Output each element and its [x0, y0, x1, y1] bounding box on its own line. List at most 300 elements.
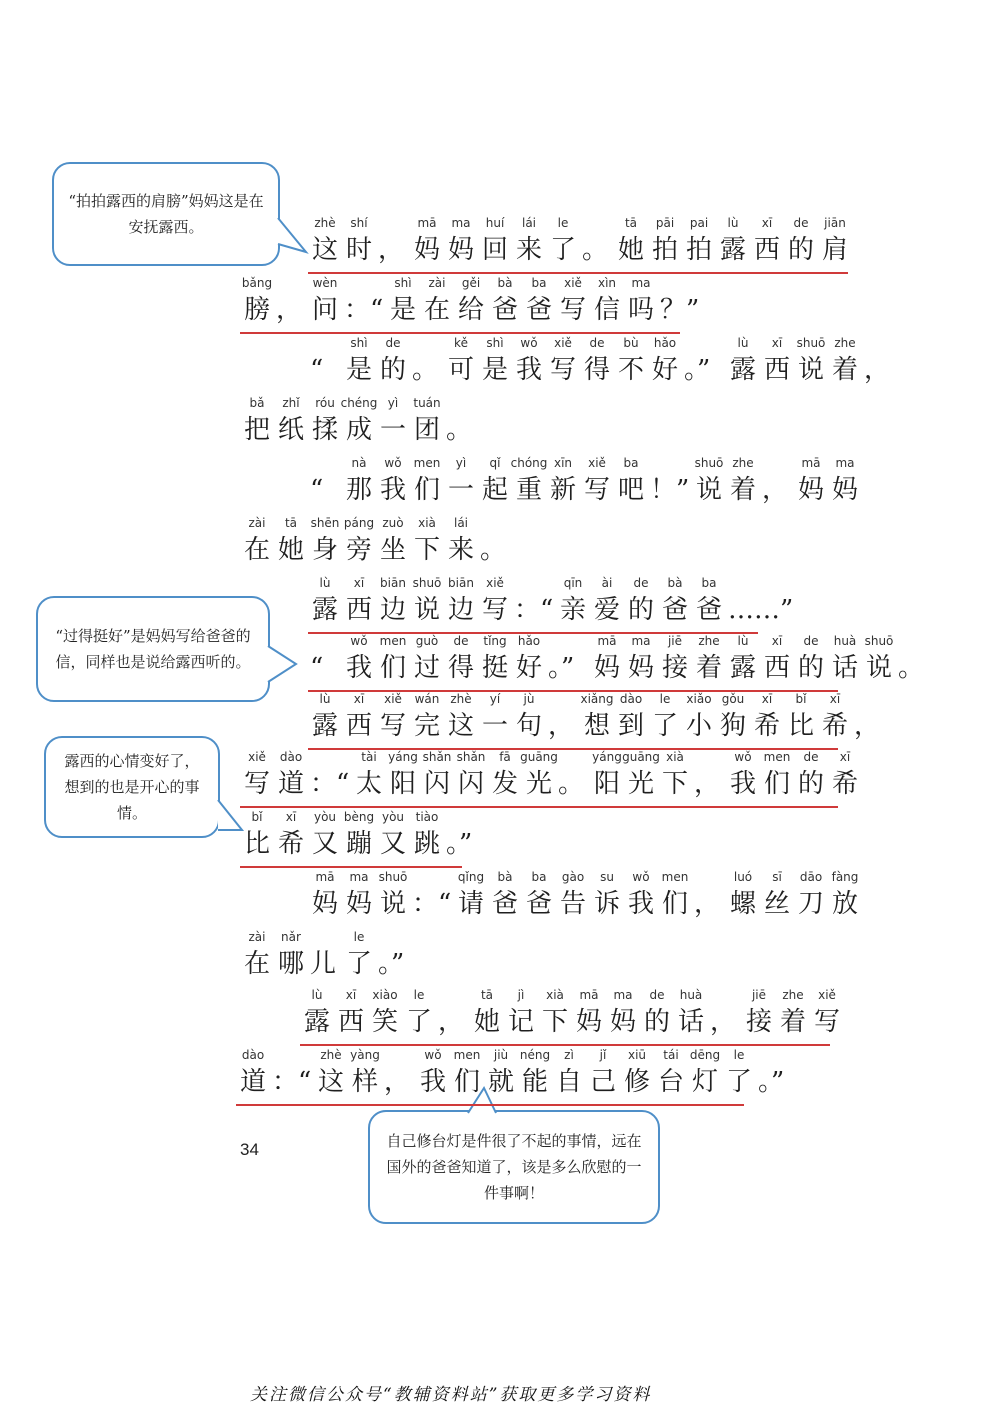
pinyin: páng: [343, 516, 375, 530]
pinyin: nǎr: [281, 930, 301, 944]
hanzi-with-pinyin: [444, 336, 478, 392]
punctuation: [658, 276, 702, 332]
hanzi: 是: [345, 355, 372, 385]
hanzi: 写: [559, 295, 586, 325]
hanzi-with-pinyin: [376, 870, 410, 926]
pinyin: wǒ: [520, 336, 538, 350]
hanzi-with-pinyin: [512, 336, 546, 392]
text-line: [240, 930, 420, 988]
hanzi: 这: [447, 711, 474, 741]
hanzi-with-pinyin: [794, 634, 828, 690]
hanzi-with-pinyin: [658, 870, 692, 926]
annotation-bubble-2: [36, 596, 270, 702]
hanzi: 写: [243, 769, 270, 799]
pinyin: xī: [771, 336, 783, 350]
hanzi: 吗: [627, 295, 654, 325]
hanzi-with-pinyin: [444, 692, 478, 748]
pinyin: yì: [455, 456, 467, 470]
hanzi: 来: [447, 535, 474, 565]
hanzi-with-pinyin: [760, 870, 794, 926]
pinyin: shuō: [796, 336, 826, 350]
pinyin: xiě: [564, 276, 582, 290]
hanzi-with-pinyin: [794, 870, 828, 926]
hanzi: 灯: [691, 1067, 718, 1097]
pinyin: jiān: [824, 216, 846, 230]
footer-note: 关注微信公众号“教辅资料站”获取更多学习资料: [250, 1385, 652, 1405]
hanzi-with-pinyin: [522, 750, 556, 806]
hanzi: 下: [661, 769, 688, 799]
pinyin: xìn: [597, 276, 617, 290]
hanzi: 膀: [243, 295, 270, 325]
hanzi: ，: [864, 355, 891, 385]
pinyin: shì: [350, 336, 368, 350]
hanzi: ，: [694, 769, 721, 799]
pinyin: xià: [666, 750, 684, 764]
pinyin: xī: [771, 634, 783, 648]
hanzi: 哪: [277, 949, 304, 979]
hanzi: 狗: [719, 711, 746, 741]
pinyin: xīn: [553, 456, 573, 470]
hanzi: 妈: [575, 1007, 602, 1037]
hanzi: 在: [423, 295, 450, 325]
hanzi: 身: [311, 535, 338, 565]
hanzi-with-pinyin: [444, 516, 478, 572]
hanzi-with-pinyin: [314, 1048, 348, 1104]
pinyin: ba: [531, 276, 547, 290]
hanzi: 蹦: [345, 829, 372, 859]
punctuation: [648, 456, 692, 512]
hanzi-with-pinyin: [512, 456, 546, 512]
hanzi: 好: [515, 653, 542, 683]
hanzi: 西: [763, 355, 790, 385]
hanzi: 说: [865, 653, 892, 683]
pinyin: huà: [679, 988, 703, 1002]
pinyin: guò: [415, 634, 439, 648]
hanzi: 妈: [345, 889, 372, 919]
hanzi-with-pinyin: [274, 930, 308, 986]
hanzi: 这: [311, 235, 338, 265]
hanzi-with-pinyin: [658, 576, 692, 632]
pinyin: xiě: [554, 336, 572, 350]
hanzi: 己: [589, 1067, 616, 1097]
hanzi-with-pinyin: [512, 692, 546, 748]
pinyin: xiě: [248, 750, 266, 764]
hanzi-with-pinyin: [556, 870, 590, 926]
hanzi-with-pinyin: [784, 216, 818, 272]
hanzi: 希: [821, 711, 848, 741]
pinyin: hǎo: [517, 634, 541, 648]
hanzi: 的: [797, 769, 824, 799]
hanzi-with-pinyin: [342, 336, 376, 392]
hanzi: 。”: [378, 949, 405, 979]
hanzi-with-pinyin: [240, 276, 274, 332]
hanzi: 下: [541, 1007, 568, 1037]
pinyin: tā: [624, 216, 638, 230]
hanzi-with-pinyin: [716, 216, 750, 272]
hanzi-with-pinyin: [828, 456, 862, 512]
hanzi: 西: [763, 653, 790, 683]
hanzi: 了: [725, 1067, 752, 1097]
hanzi: ，: [762, 475, 789, 505]
hanzi-with-pinyin: [300, 988, 334, 1044]
punctuation: [580, 216, 614, 272]
hanzi-with-pinyin: [692, 576, 726, 632]
hanzi-with-pinyin: [614, 336, 648, 392]
hanzi: 的: [379, 355, 406, 385]
hanzi: 的: [787, 235, 814, 265]
hanzi: 新: [549, 475, 576, 505]
pinyin: zhǐ: [282, 396, 300, 410]
hanzi: “: [310, 653, 324, 683]
pinyin: gěi: [461, 276, 481, 290]
hanzi: 希: [277, 829, 304, 859]
hanzi-with-pinyin: [546, 216, 580, 272]
hanzi-with-pinyin: [794, 750, 828, 806]
hanzi-with-pinyin: [614, 216, 648, 272]
hanzi: 拍: [685, 235, 712, 265]
pinyin: bǎng: [241, 276, 273, 290]
hanzi: 时: [345, 235, 372, 265]
pinyin: xī: [345, 988, 357, 1002]
text-line: [308, 634, 925, 692]
punctuation: [478, 516, 512, 572]
hanzi: 一: [481, 711, 508, 741]
pinyin: xī: [353, 576, 365, 590]
hanzi-with-pinyin: [334, 988, 368, 1044]
hanzi-with-pinyin: [784, 692, 818, 748]
hanzi: 的: [627, 595, 654, 625]
hanzi-with-pinyin: [620, 1048, 654, 1104]
hanzi: 了: [651, 711, 678, 741]
hanzi: 了: [549, 235, 576, 265]
hanzi-with-pinyin: [640, 988, 674, 1044]
text-line: [240, 810, 473, 868]
hanzi-with-pinyin: [722, 1048, 756, 1104]
hanzi: 。: [412, 355, 439, 385]
text-line: [308, 692, 881, 750]
hanzi-with-pinyin: [726, 750, 760, 806]
pinyin: shuō: [378, 870, 408, 884]
hanzi-with-pinyin: [376, 692, 410, 748]
hanzi-with-pinyin: [488, 870, 522, 926]
hanzi: 接: [745, 1007, 772, 1037]
punctuation: [512, 576, 556, 632]
punctuation: [274, 276, 308, 332]
punctuation: [376, 930, 420, 986]
hanzi-with-pinyin: [342, 216, 376, 272]
hanzi-with-pinyin: [240, 810, 274, 866]
pinyin: huà: [833, 634, 857, 648]
hanzi: 爸: [491, 295, 518, 325]
punctuation: [692, 870, 726, 926]
pinyin: bà: [667, 576, 683, 590]
text-line: [240, 516, 507, 574]
punctuation: [556, 750, 590, 806]
pinyin: mā: [417, 216, 437, 230]
pinyin: zhe: [698, 634, 720, 648]
hanzi-with-pinyin: [348, 1048, 382, 1104]
hanzi: 们: [413, 475, 440, 505]
hanzi: 坐: [379, 535, 406, 565]
punctuation: [852, 692, 886, 748]
hanzi-with-pinyin: [794, 456, 828, 512]
hanzi: 得: [583, 355, 610, 385]
hanzi: 妈: [593, 653, 620, 683]
pinyin: biān: [448, 576, 474, 590]
hanzi-with-pinyin: [342, 870, 376, 926]
hanzi: 下: [413, 535, 440, 565]
hanzi: 露: [311, 711, 338, 741]
pinyin: dào: [241, 1048, 265, 1062]
hanzi-with-pinyin: [658, 750, 692, 806]
hanzi: 。”: [446, 829, 473, 859]
hanzi-with-pinyin: [410, 396, 444, 452]
hanzi: 到: [617, 711, 644, 741]
pinyin: bù: [623, 336, 639, 350]
hanzi-with-pinyin: [470, 988, 504, 1044]
hanzi: ，: [276, 295, 303, 325]
hanzi: 露: [719, 235, 746, 265]
hanzi: 把: [243, 415, 270, 445]
hanzi: ：“: [514, 595, 554, 625]
pinyin: wǒ: [424, 1048, 442, 1062]
pinyin: men: [379, 634, 407, 648]
pinyin: dēng: [689, 1048, 721, 1062]
hanzi-with-pinyin: [342, 692, 376, 748]
pinyin: zhe: [834, 336, 856, 350]
hanzi-with-pinyin: [352, 750, 386, 806]
pinyin: hǎo: [653, 336, 677, 350]
hanzi-with-pinyin: [504, 988, 538, 1044]
hanzi-with-pinyin: [402, 988, 436, 1044]
hanzi: 能: [521, 1067, 548, 1097]
pinyin: su: [600, 870, 614, 884]
hanzi: 着: [779, 1007, 806, 1037]
punctuation: [682, 336, 726, 392]
hanzi: 问: [311, 295, 338, 325]
hanzi-with-pinyin: [484, 1048, 518, 1104]
pinyin: de: [793, 216, 809, 230]
text-line: [308, 216, 848, 274]
hanzi-with-pinyin: [410, 634, 444, 690]
pinyin: de: [649, 988, 665, 1002]
hanzi-with-pinyin: [478, 336, 512, 392]
hanzi: 比: [243, 829, 270, 859]
pinyin: de: [453, 634, 469, 648]
pinyin: tiào: [415, 810, 439, 824]
hanzi-with-pinyin: [580, 692, 614, 748]
pinyin: jiē: [667, 634, 683, 648]
hanzi-with-pinyin: [818, 216, 852, 272]
hanzi-with-pinyin: [606, 988, 640, 1044]
hanzi: 说: [379, 889, 406, 919]
pinyin: le: [557, 216, 569, 230]
hanzi-with-pinyin: [590, 634, 624, 690]
hanzi-with-pinyin: [682, 692, 716, 748]
hanzi-with-pinyin: [518, 1048, 552, 1104]
bubble-tail-2: [266, 646, 306, 686]
hanzi: 爸: [695, 595, 722, 625]
hanzi-with-pinyin: [648, 692, 682, 748]
pinyin: yáng: [388, 750, 418, 764]
pinyin: lù: [319, 576, 331, 590]
pinyin: gǒu: [721, 692, 745, 706]
hanzi: 我: [419, 1067, 446, 1097]
hanzi-with-pinyin: [386, 276, 420, 332]
punctuation: [756, 1048, 800, 1104]
hanzi-with-pinyin: [624, 870, 658, 926]
hanzi: 着: [695, 653, 722, 683]
hanzi-with-pinyin: [538, 988, 572, 1044]
pinyin: xiū: [627, 1048, 647, 1062]
hanzi: 过: [413, 653, 440, 683]
hanzi: 放: [831, 889, 858, 919]
pinyin: bà: [497, 276, 513, 290]
hanzi: ，: [438, 1007, 465, 1037]
hanzi: 告: [559, 889, 586, 919]
hanzi: ，: [694, 889, 721, 919]
hanzi: 露: [729, 653, 756, 683]
pinyin: zhè: [314, 216, 336, 230]
hanzi: 话: [677, 1007, 704, 1037]
pinyin: qǐ: [489, 456, 501, 470]
hanzi-with-pinyin: [240, 930, 274, 986]
hanzi-with-pinyin: [580, 336, 614, 392]
hanzi: 揉: [311, 415, 338, 445]
hanzi: 。”: [684, 355, 711, 385]
hanzi-with-pinyin: [454, 276, 488, 332]
hanzi-with-pinyin: [368, 988, 402, 1044]
pinyin: jiù: [493, 1048, 509, 1062]
text-line: [240, 396, 473, 454]
pinyin: shì: [394, 276, 412, 290]
pinyin: tā: [284, 516, 298, 530]
pinyin: xī: [761, 216, 773, 230]
pinyin: jù: [523, 692, 535, 706]
pinyin: lù: [319, 692, 331, 706]
hanzi-with-pinyin: [512, 634, 546, 690]
hanzi-with-pinyin: [478, 216, 512, 272]
hanzi-with-pinyin: [444, 634, 478, 690]
hanzi: ：“: [344, 295, 384, 325]
hanzi: “: [310, 355, 324, 385]
hanzi: 自: [555, 1067, 582, 1097]
pinyin: zhè: [450, 692, 472, 706]
text-line: [236, 1048, 785, 1106]
hanzi: 重: [515, 475, 542, 505]
hanzi: 修: [623, 1067, 650, 1097]
hanzi: 写: [379, 711, 406, 741]
pinyin: xiǎo: [686, 692, 712, 706]
hanzi: 她: [277, 535, 304, 565]
hanzi-with-pinyin: [410, 456, 444, 512]
pinyin: yáng: [592, 750, 622, 764]
hanzi-with-pinyin: [556, 576, 590, 632]
pinyin: le: [353, 930, 365, 944]
punctuation: [862, 336, 896, 392]
pinyin: wèn: [312, 276, 338, 290]
hanzi: “: [310, 475, 324, 505]
pinyin: mā: [597, 634, 617, 648]
pinyin: men: [661, 870, 689, 884]
hanzi-with-pinyin: [308, 216, 342, 272]
hanzi: 们: [661, 889, 688, 919]
hanzi-with-pinyin: [658, 634, 692, 690]
hanzi: 光: [627, 769, 654, 799]
hanzi: 。: [582, 235, 609, 265]
hanzi-with-pinyin: [586, 1048, 620, 1104]
hanzi: 西: [345, 711, 372, 741]
hanzi-with-pinyin: [760, 336, 794, 392]
hanzi: 着: [831, 355, 858, 385]
hanzi: 请: [457, 889, 484, 919]
hanzi: 在: [243, 535, 270, 565]
pinyin: shēn: [310, 516, 340, 530]
hanzi-with-pinyin: [342, 634, 376, 690]
pinyin: xiǎng: [580, 692, 614, 706]
pinyin: lù: [311, 988, 323, 1002]
hanzi: 妈: [627, 653, 654, 683]
hanzi-with-pinyin: [450, 1048, 484, 1104]
pinyin: de: [803, 634, 819, 648]
hanzi: 这: [317, 1067, 344, 1097]
pinyin: lái: [453, 516, 469, 530]
text-line: [240, 750, 858, 808]
pinyin: jiē: [751, 988, 767, 1002]
hanzi-with-pinyin: [308, 870, 342, 926]
hanzi: ！”: [650, 475, 690, 505]
pinyin: xiě: [384, 692, 402, 706]
hanzi: 边: [379, 595, 406, 625]
hanzi: 挺: [481, 653, 508, 683]
hanzi-with-pinyin: [342, 396, 376, 452]
pinyin: zuò: [382, 516, 404, 530]
hanzi: 西: [753, 235, 780, 265]
hanzi-with-pinyin: [478, 456, 512, 512]
pinyin: zhe: [732, 456, 754, 470]
pinyin: biān: [380, 576, 406, 590]
hanzi-with-pinyin: [308, 810, 342, 866]
hanzi: 们: [763, 769, 790, 799]
hanzi: 样: [351, 1067, 378, 1097]
pinyin: zài: [428, 276, 446, 290]
hanzi-with-pinyin: [410, 810, 444, 866]
punctuation: [382, 1048, 416, 1104]
pinyin: luó: [733, 870, 753, 884]
text-line: [308, 576, 794, 634]
hanzi-with-pinyin: [444, 576, 478, 632]
hanzi-with-pinyin: [376, 810, 410, 866]
hanzi-with-pinyin: [274, 810, 308, 866]
hanzi-with-pinyin: [342, 930, 376, 986]
pinyin: jǐ: [599, 1048, 607, 1062]
pinyin: kě: [454, 336, 468, 350]
hanzi-with-pinyin: [726, 336, 760, 392]
pinyin: yàng: [350, 1048, 380, 1062]
hanzi-with-pinyin: [454, 870, 488, 926]
pinyin: xià: [546, 988, 564, 1002]
hanzi: 妈: [831, 475, 858, 505]
pinyin: bǎ: [249, 396, 265, 410]
hanzi: 句: [515, 711, 542, 741]
hanzi: 小: [685, 711, 712, 741]
pinyin: chóng: [510, 456, 548, 470]
pinyin: zài: [248, 930, 266, 944]
pinyin: ma: [451, 216, 471, 230]
pinyin: shí: [350, 216, 368, 230]
pinyin: de: [803, 750, 819, 764]
hanzi: 们: [453, 1067, 480, 1097]
